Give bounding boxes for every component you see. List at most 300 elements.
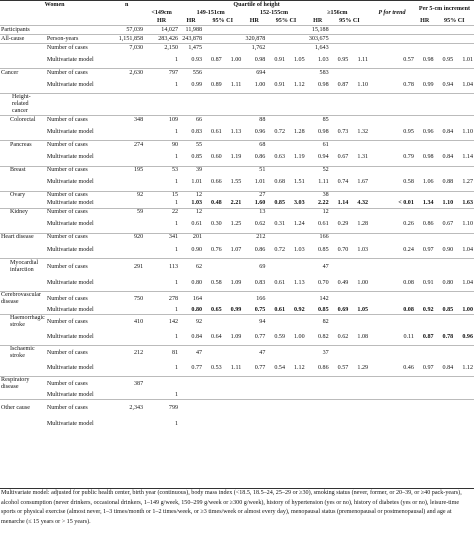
cell-per5	[454, 35, 474, 44]
cell-q4-ci: 0.49	[337, 279, 349, 286]
cell-q4-ci	[349, 35, 369, 44]
cell-q4-ci: 0.95	[337, 56, 349, 63]
cell-q4-hr: 12	[306, 208, 330, 217]
row-label: Height-related cancer	[0, 94, 46, 116]
cell-q4-ci	[349, 416, 369, 432]
cell-q2-ci	[223, 315, 243, 330]
row-sublabel: Multivariate model	[46, 246, 94, 253]
cell-per5	[415, 69, 435, 78]
cell-per5	[435, 116, 455, 125]
cell-q2-ci	[223, 416, 243, 432]
cell-q2-ci: 1.11	[230, 364, 242, 371]
cell-q4-ci	[330, 141, 350, 150]
cell-n	[109, 94, 144, 116]
cell-q3-ci: 0.72	[274, 246, 285, 253]
cell-q2-hr	[179, 400, 203, 417]
cell-q2-ci	[203, 44, 223, 53]
cell-q4-ci: 0.57	[337, 364, 349, 371]
cell-per5	[415, 346, 435, 361]
cell-per5	[435, 259, 455, 276]
cell-p-trend	[369, 416, 415, 432]
cell-q2-ci	[223, 346, 243, 361]
cell-q4-ci: 1.14	[337, 200, 349, 207]
cell-q3-ci	[266, 400, 286, 417]
cell-n: 59	[109, 208, 144, 217]
cell-q3-ci: 0.54	[274, 364, 285, 371]
cell-q2-ci	[203, 400, 223, 417]
cell-n: 750	[109, 292, 144, 307]
cell-p-trend	[369, 259, 415, 276]
cell-q3-hr: 1.00	[254, 81, 266, 88]
row-sublabel: Multivariate model	[46, 221, 94, 228]
cell-q4-ci: 0.73	[337, 128, 349, 135]
row-sublabel: Multivariate model	[46, 154, 94, 161]
cell-per5	[454, 391, 474, 400]
cell-q1-hr: 22	[144, 208, 179, 217]
cell-n: 291	[109, 259, 144, 276]
cell-q2-ci	[223, 391, 243, 400]
table-row	[0, 166, 474, 175]
cell-q3-ci: 0.63	[274, 154, 285, 161]
cell-q1-hr: 1	[175, 333, 179, 340]
cell-per5	[415, 377, 435, 392]
cell-p-trend: < 0.01	[398, 200, 414, 207]
cell-q4-ci	[349, 44, 369, 53]
row-sublabel: Multivariate model	[46, 200, 94, 207]
cell-q4-hr: 85	[306, 116, 330, 125]
cell-q2-hr	[179, 377, 203, 392]
cell-q3-hr: 88	[242, 116, 266, 125]
cell-q2-hr: 39	[179, 166, 203, 175]
cell-p-trend: 0.26	[403, 221, 414, 228]
cell-q3-ci	[286, 315, 306, 330]
row-label: Cerebrovascular disease	[0, 292, 46, 307]
cell-q2-ci	[203, 233, 223, 242]
cell-n	[109, 175, 144, 192]
cell-q3-ci	[286, 292, 306, 307]
cell-q4-ci	[349, 400, 369, 417]
cell-q4-ci	[349, 208, 369, 217]
cell-q3-hr: 69	[242, 259, 266, 276]
cell-per5	[415, 208, 435, 217]
cell-n: 212	[109, 346, 144, 361]
row-label: Ovary	[0, 191, 46, 200]
cell-q4-ci	[349, 259, 369, 276]
cell-n	[109, 150, 144, 167]
cell-q3-ci	[286, 35, 306, 44]
cell-q2-ci: 0.48	[211, 200, 222, 207]
header-women: Women	[44, 1, 65, 8]
cell-q4-ci: 0.69	[337, 306, 349, 313]
cell-q2-ci: 1.09	[230, 333, 242, 340]
row-label: Pancreas	[0, 141, 46, 150]
header-ci: 95% CI	[212, 17, 233, 24]
table-row	[0, 329, 474, 346]
table-row	[0, 346, 474, 361]
cell-per5: 0.88	[442, 179, 454, 186]
cell-per5: 1.34	[422, 200, 434, 207]
table-row	[0, 77, 474, 94]
cell-q1-hr: 1	[175, 306, 179, 313]
cell-per5	[435, 416, 455, 432]
row-sublabel: Number of cases	[46, 400, 109, 417]
cell-q3-ci: 1.19	[293, 154, 305, 161]
cell-q3-ci: 0.92	[293, 306, 305, 313]
table-row	[0, 124, 474, 141]
cell-per5	[435, 391, 455, 400]
cell-q4-hr: 0.82	[317, 333, 329, 340]
cell-q3-ci	[286, 141, 306, 150]
cell-per5: 1.10	[462, 221, 473, 228]
cell-q2-hr: 556	[179, 69, 203, 78]
cell-p-trend: 0.57	[403, 56, 414, 63]
cell-q4-ci	[349, 166, 369, 175]
cell-n	[109, 416, 144, 432]
cell-q4-hr: 2.22	[317, 200, 329, 207]
cell-per5	[415, 166, 435, 175]
cell-per5	[454, 208, 474, 217]
cell-q1-hr: 1	[175, 221, 179, 228]
cell-q3-ci	[286, 416, 306, 432]
cell-per5: 0.84	[442, 364, 454, 371]
cell-q2-ci	[223, 44, 243, 53]
cell-p-trend: 0.79	[403, 154, 414, 161]
cell-q3-ci	[286, 26, 306, 35]
cell-q4-hr: 82	[306, 315, 330, 330]
cell-q1-hr: 1	[175, 128, 179, 135]
cell-per5: 0.96	[462, 333, 473, 340]
cell-q2-ci	[203, 166, 223, 175]
cell-q4-ci	[349, 69, 369, 78]
cell-q3-ci	[286, 377, 306, 392]
cell-q4-hr: 37	[306, 346, 330, 361]
cell-q4-ci: 0.62	[337, 333, 349, 340]
row-sublabel: Person-years	[46, 35, 109, 44]
cell-p-trend	[369, 69, 415, 78]
cell-q4-ci: 1.67	[357, 179, 369, 186]
cell-q4-ci: 1.08	[357, 333, 369, 340]
cell-q1-hr: 81	[144, 346, 179, 361]
cell-q4-ci	[349, 116, 369, 125]
header-p-trend: P for trend	[378, 9, 406, 16]
cell-p-trend	[369, 377, 415, 392]
cell-q1-hr: 1	[175, 154, 179, 161]
row-sublabel: Number of cases	[46, 191, 109, 200]
cell-q1-hr: 1	[175, 279, 179, 286]
cell-q2-ci	[223, 116, 243, 125]
cell-q2-ci: 1.11	[230, 81, 242, 88]
cell-q3-ci	[266, 44, 286, 53]
cell-p-trend	[369, 141, 415, 150]
cell-q1-hr: 1	[175, 364, 179, 371]
cell-per5: 0.67	[442, 221, 454, 228]
cell-q2-ci	[203, 315, 223, 330]
cell-q3-hr: 694	[242, 69, 266, 78]
cell-q3-ci	[286, 233, 306, 242]
cell-q2-hr: 0.84	[191, 333, 203, 340]
cell-q3-ci: 1.12	[293, 364, 305, 371]
cell-q3-hr: 47	[242, 346, 266, 361]
header-per5: Per 5-cm increment	[418, 5, 471, 12]
cell-q2-ci: 0.66	[211, 179, 222, 186]
cell-q2-hr: 164	[179, 292, 203, 307]
cell-q4-hr: 61	[306, 141, 330, 150]
cell-q3-ci	[286, 259, 306, 276]
row-label: All-cause	[0, 35, 46, 44]
cell-per5: 1.10	[442, 200, 454, 207]
cell-q4-hr: 0.98	[317, 128, 329, 135]
cell-per5: 1.12	[462, 364, 473, 371]
table-row	[0, 175, 474, 192]
cell-q3-ci: 0.61	[274, 279, 285, 286]
cell-n: 195	[109, 166, 144, 175]
cell-q2-hr: 1.01	[191, 179, 203, 186]
cell-per5	[435, 35, 455, 44]
cell-per5	[435, 69, 455, 78]
row-label	[0, 275, 46, 292]
row-sublabel: Multivariate model	[46, 333, 94, 340]
row-label	[0, 242, 46, 259]
cell-per5	[454, 259, 474, 276]
cell-q2-ci	[203, 346, 223, 361]
cell-q3-hr: 0.86	[254, 246, 266, 253]
cell-per5	[415, 292, 435, 307]
cell-per5: 1.00	[462, 306, 473, 313]
cell-q4-ci: 1.32	[357, 128, 369, 135]
cell-q3-ci	[266, 208, 286, 217]
cell-q3-ci: 1.13	[293, 279, 305, 286]
cell-q1-hr: 2,150	[144, 44, 179, 53]
row-sublabel: Multivariate model	[46, 81, 94, 88]
cell-q2-hr	[179, 94, 203, 116]
row-sublabel: Number of cases	[46, 166, 109, 175]
cell-q3-ci	[266, 35, 286, 44]
cell-q2-ci	[223, 26, 243, 35]
cell-q4-hr: 0.94	[317, 154, 329, 161]
cell-per5: 1.27	[462, 179, 473, 186]
cell-q4-ci: 0.29	[337, 221, 349, 228]
cell-q3-ci	[286, 69, 306, 78]
row-sublabel: Number of cases	[46, 315, 109, 330]
cell-q2-ci: 1.19	[230, 154, 242, 161]
cell-q2-ci: 0.65	[211, 306, 222, 313]
cell-q2-hr: 1.03	[191, 200, 203, 207]
cell-q3-hr: 0.83	[254, 279, 266, 286]
cell-q1-hr: 1	[175, 246, 179, 253]
cell-q4-hr: 0.86	[317, 364, 329, 371]
row-sublabel: Number of cases	[46, 141, 109, 150]
cell-n: 7,030	[109, 44, 144, 53]
table-row	[0, 116, 474, 125]
cell-q2-hr: 0.83	[191, 128, 203, 135]
cell-per5	[415, 259, 435, 276]
cell-q3-hr	[242, 416, 266, 432]
cell-per5	[454, 26, 474, 35]
table-body	[0, 26, 474, 433]
cell-q1-hr: 109	[144, 116, 179, 125]
header-q4: ≥156cm	[327, 9, 348, 16]
cell-per5	[454, 315, 474, 330]
cell-q3-ci	[286, 166, 306, 175]
cell-q3-ci	[266, 377, 286, 392]
table-row	[0, 275, 474, 292]
cell-q3-ci	[286, 400, 306, 417]
cell-per5: 1.10	[462, 128, 473, 135]
cell-q2-ci	[203, 292, 223, 307]
cell-q4-hr: 0.85	[317, 246, 329, 253]
cell-q2-ci: 1.09	[230, 279, 242, 286]
cell-q4-hr: 38	[306, 191, 330, 200]
cell-n: 57,039	[109, 26, 144, 35]
header-ci: 95% CI	[444, 17, 465, 24]
cell-q2-ci: 2.21	[230, 200, 242, 207]
cell-q2-ci	[203, 94, 223, 116]
cell-p-trend	[369, 400, 415, 417]
cell-q2-ci: 0.87	[211, 56, 222, 63]
cell-q4-ci: 1.05	[357, 306, 369, 313]
cell-per5	[415, 44, 435, 53]
row-label	[0, 124, 46, 141]
cell-q3-ci	[286, 116, 306, 125]
cell-per5: 0.84	[442, 128, 454, 135]
table-row	[0, 233, 474, 242]
cell-per5: 1.14	[462, 154, 473, 161]
cell-q3-ci: 1.28	[293, 128, 305, 135]
cell-per5	[454, 292, 474, 307]
row-sublabel: Multivariate model	[46, 420, 94, 427]
cell-per5: 1.06	[422, 179, 434, 186]
cell-q2-hr: 55	[179, 141, 203, 150]
cell-per5: 0.97	[422, 246, 434, 253]
cell-per5	[415, 416, 435, 432]
cell-q2-hr: 201	[179, 233, 203, 242]
cell-q2-ci: 0.53	[211, 364, 222, 371]
cell-q2-ci: 0.58	[211, 279, 222, 286]
cell-q4-ci: 1.28	[357, 221, 369, 228]
cell-q2-ci	[203, 69, 223, 78]
row-label	[0, 52, 46, 69]
header-hr: HR	[420, 17, 430, 24]
table-row	[0, 44, 474, 53]
table-header	[0, 1, 474, 26]
cell-q1-hr: 797	[144, 69, 179, 78]
cell-q3-ci: 1.24	[293, 221, 305, 228]
cell-n: 92	[109, 191, 144, 200]
cell-p-trend	[369, 35, 415, 44]
cell-per5: 0.95	[442, 56, 454, 63]
row-label: Ischaemic stroke	[0, 346, 46, 361]
row-label: Myocardial infarction	[0, 259, 46, 276]
header-hr: HR	[186, 17, 196, 24]
cell-per5: 0.80	[442, 279, 454, 286]
cell-q2-hr: 12	[179, 191, 203, 200]
cell-q2-hr: 92	[179, 315, 203, 330]
cell-q2-hr: 0.77	[191, 364, 203, 371]
cell-per5	[435, 315, 455, 330]
cell-q3-hr: 94	[242, 315, 266, 330]
header-hr: HR	[313, 17, 323, 24]
row-sublabel: Number of cases	[46, 233, 109, 242]
table-row	[0, 35, 474, 44]
cell-q4-ci	[349, 141, 369, 150]
cell-q4-ci	[349, 292, 369, 307]
cell-per5	[454, 416, 474, 432]
cell-per5: 0.91	[422, 279, 434, 286]
cell-q2-ci	[203, 26, 223, 35]
cell-q2-ci: 0.64	[211, 333, 222, 340]
cell-q4-hr: 1.11	[318, 179, 329, 186]
cell-q4-hr: 47	[306, 259, 330, 276]
cell-n: 410	[109, 315, 144, 330]
table-row	[0, 52, 474, 69]
cell-q4-ci	[330, 346, 350, 361]
cell-p-trend	[369, 391, 415, 400]
cell-q3-hr	[242, 94, 266, 116]
cell-q1-hr: 53	[144, 166, 179, 175]
cell-n	[109, 217, 144, 234]
row-label	[0, 360, 46, 377]
table-row	[0, 306, 474, 315]
row-sublabel	[46, 94, 109, 116]
cell-n: 2,343	[109, 400, 144, 417]
cell-q2-hr: 243,878	[179, 35, 203, 44]
cell-q3-hr: 0.62	[254, 221, 266, 228]
cell-per5: 0.97	[422, 364, 434, 371]
cell-q1-hr	[144, 377, 179, 392]
row-sublabel: Multivariate model	[46, 128, 94, 135]
cell-q4-ci	[330, 116, 350, 125]
cell-per5: 0.90	[442, 246, 454, 253]
cell-per5: 0.87	[422, 333, 434, 340]
cell-p-trend	[369, 94, 415, 116]
cell-per5	[415, 116, 435, 125]
cell-per5	[415, 315, 435, 330]
cell-p-trend	[369, 292, 415, 307]
cell-q3-hr: 1.60	[254, 200, 266, 207]
cell-n: 920	[109, 233, 144, 242]
cell-q3-ci	[266, 69, 286, 78]
cell-q1-hr: 90	[144, 141, 179, 150]
row-sublabel: Multivariate model	[46, 364, 94, 371]
cell-q2-ci	[223, 233, 243, 242]
cell-q4-ci	[330, 44, 350, 53]
cell-per5	[435, 208, 455, 217]
cell-q2-ci	[223, 94, 243, 116]
cell-q3-ci: 3.03	[293, 200, 305, 207]
cell-q3-ci: 0.59	[274, 333, 285, 340]
cell-q4-hr: 1,643	[306, 44, 330, 53]
cell-q2-ci	[223, 208, 243, 217]
cell-per5: 1.04	[462, 81, 473, 88]
header-ci: 95% CI	[275, 17, 297, 24]
cell-q2-hr: 12	[179, 208, 203, 217]
header-q3: 152-155cm	[259, 9, 289, 16]
row-sublabel: Number of cases	[46, 292, 109, 307]
cell-q3-ci: 0.61	[274, 306, 285, 313]
row-label	[0, 329, 46, 346]
cell-per5: 1.04	[462, 279, 473, 286]
table-row	[0, 208, 474, 217]
table-row	[0, 242, 474, 259]
table-footnote: Multivariate model: adjusted for public health center, birth year (continuous), body mass index (<18.5, 18.5–24, 25–29 or ≥30), smoking status (never, former, or 20–39, or ≥40 pack-years), alcohol consumption (never drinkers, occasional drinkers, 1–149 g/week, 150–299 g/week or ≥300 g/week), history of hypertension (yes or no), history of diabetes (yes or no), leisure-time sports or physical exercise (almost never, 1–3 times/month or 1–2 times/week, or ≥3 times/week or almost every day), menopausal status (premenopausal or postmenopausal) and age at menarche (≤ 15 years or > 15 years).	[0, 488, 474, 527]
cell-n	[109, 329, 144, 346]
cell-per5	[415, 391, 435, 400]
cell-q1-hr: 283,426	[144, 35, 179, 44]
cell-p-trend: 0.08	[403, 306, 414, 313]
cell-q3-ci	[266, 191, 286, 200]
cell-q4-ci	[330, 391, 350, 400]
cell-q3-hr: 0.98	[254, 56, 266, 63]
